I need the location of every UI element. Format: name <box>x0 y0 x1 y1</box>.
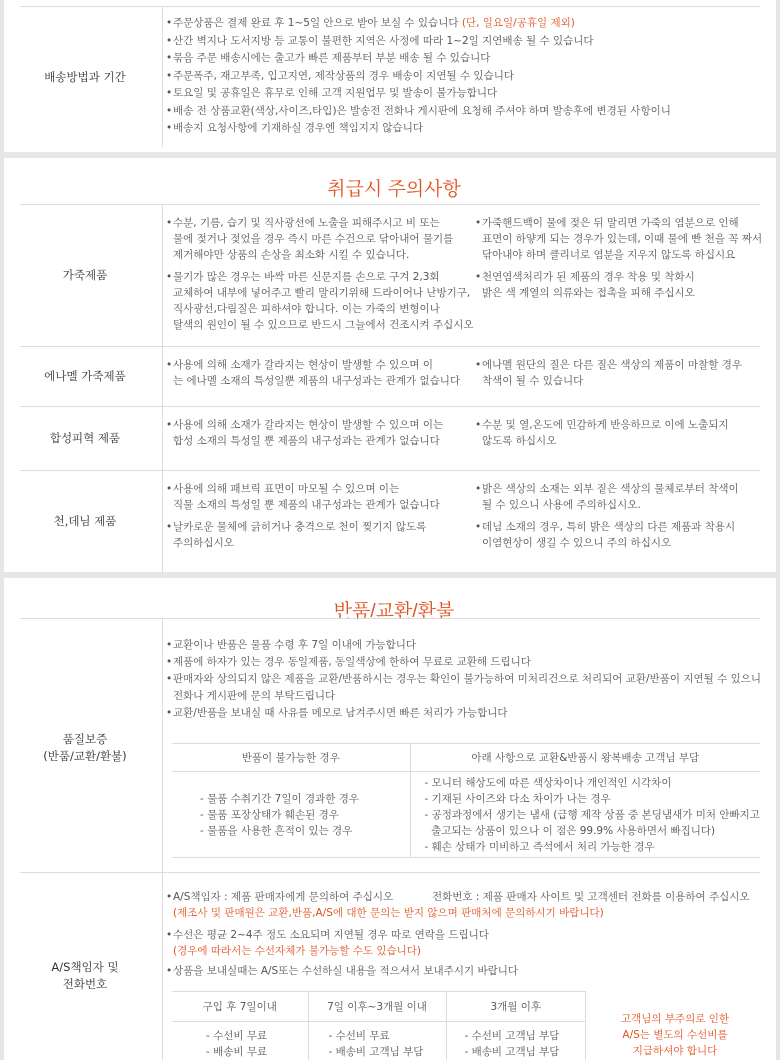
list-item: - 물품 수취기간 7일이 경과한 경우 <box>200 792 360 805</box>
care-section <box>0 158 780 572</box>
table-cell: - 수선비 무료 - 배송비 고객님 부담 <box>308 1022 446 1060</box>
table-cell: - 수선비 고객님 부담 - 배송비 고객님 부담 <box>446 1022 586 1060</box>
list-item: • 배송지 요청사항에 기재하실 경우엔 책임지지 않습니다 <box>166 122 423 134</box>
table-header: 아래 사항으로 교환&반품시 왕복배송 고객님 부담 <box>410 744 760 772</box>
list-item: • 교환/반품을 보내실 때 사유를 메모로 남겨주시면 빠른 처리가 가능합니다 <box>166 707 508 719</box>
care-row-label: 가죽제품 <box>62 268 108 282</box>
list-item: • 날카로운 물체에 긁히거나 충격으로 천이 찢기지 않도록 주의하십시오 <box>166 521 427 549</box>
table-header: 3개월 이후 <box>446 992 586 1022</box>
care-row-label: 에나멜 가죽제품 <box>44 369 126 383</box>
care-row <box>20 204 763 346</box>
list-item: • 판매자와 상의되지 않은 제품을 교환/반품하시는 경우는 확인이 불가능하여 미처리건으로 처리되어 교환/반품이 지연될 수 있으니 <box>166 673 762 685</box>
quality-row <box>20 618 760 872</box>
row-divider <box>162 7 163 147</box>
list-item: • 수분, 기름, 습기 및 직사광선에 노출을 피해주시고 비 또는 물에 젖거나 젖었을 경우 즉시 마른 수건으로 닦아내어 물기를 제거해야만 상품의 손상을 최소화 시킬 수 있습니다. <box>166 217 454 261</box>
row-divider <box>162 619 163 873</box>
list-item: • 교환이나 반품은 물품 수령 후 7일 이내에 가능합니다 <box>166 639 417 651</box>
list-item: • 밝은 색상의 소재는 외부 짙은 색상의 물체로부터 착색이 될 수 있으니 사용에 주의하십시오. <box>475 483 739 511</box>
returns-section <box>0 578 780 1060</box>
as-fee-table <box>172 991 586 1060</box>
care-row-label: 천,데님 제품 <box>53 514 117 528</box>
list-item: • 물기가 많은 경우는 바싹 마른 신문지를 손으로 구겨 2,3회 교체하여 내부에 넣어주고 빨리 말리기위해 드라이어나 난방기구, 직사광선,다림질은 피하셔야 합니다. 이는 가죽의 변형이나 탈색의 원인이 될 수 있으므로 반드시 그늘에서 건조시켜 주십시오 <box>166 271 474 331</box>
as-contact-line: • A/S책임자 : 제품 판매자에게 문의하여 주십시오 <box>166 891 394 903</box>
list-item: • 에나멜 원단의 질은 다른 질은 색상의 제품이 마찰할 경우 착색이 될 수 있습니다 <box>475 359 742 387</box>
as-send-line: • 상품을 보내실때는 A/S또는 수선하실 내용을 적으셔서 보내주시기 바랍니다 <box>166 965 519 977</box>
care-row <box>20 470 760 572</box>
quality-label: 품질보증 (반품/교환/환불) <box>43 732 127 763</box>
care-row <box>20 346 760 406</box>
list-item: - 물품 포장상태가 훼손된 경우 <box>200 808 339 821</box>
table-header: 구입 후 7일이내 <box>172 992 308 1022</box>
table-cell <box>410 772 760 858</box>
list-item: • 천연염색처리가 된 제품의 경우 착용 및 착화시 밝은 색 계열의 의류와는 접촉을 피해 주십시오 <box>475 271 695 299</box>
list-item: • 사용에 의해 소재가 갈라지는 현상이 발생할 수 있으며 이 는 에나멜 소재의 특성일뿐 제품의 내구성과는 관계가 없습니다 <box>166 359 461 387</box>
list-item: - 기재된 사이즈와 다소 차이가 나는 경우 <box>424 792 611 805</box>
as-row <box>20 872 760 1060</box>
list-item: • 주문상품은 결제 완료 후 1~5일 안으로 받아 보실 수 있습니다 (단, 일요일/공휴일 제외) <box>166 17 575 29</box>
list-item: • 사용에 의해 패브릭 표면이 마모될 수 있으며 이는 직물 소재의 특성일 뿐 제품의 내구성과는 관계가 없습니다 <box>166 483 440 511</box>
list-item: • 데님 소재의 경우, 특히 밝은 색상의 다른 제품과 착용시 이염현상이 생길 수 있으니 주의 하십시오 <box>475 521 736 549</box>
table-header: 반품이 불가능한 경우 <box>172 744 410 772</box>
as-fee-note: 고객님의 부주의로 인한 A/S는 별도의 수선비를 지급하셔야 합니다 <box>620 1013 730 1057</box>
row-divider <box>162 205 163 347</box>
as-label: A/S책임자 및 전화번호 <box>51 960 119 991</box>
as-repair-line: • 수선은 평균 2~4주 정도 소요되며 지연될 경우 따로 연락을 드립니다 <box>166 929 489 941</box>
list-item: 출고되는 상품이 있으나 이 점은 99.9% 사용하면서 빠집니다) <box>424 824 716 837</box>
row-divider <box>162 471 163 573</box>
list-item: • 수분 및 열,온도에 민감하게 반응하므로 이에 노출되지 않도록 하십시오 <box>475 419 729 447</box>
list-item: - 공정과정에서 생기는 냄새 (급행 제작 상품 중 본딩냄새가 미처 안빠지고 <box>424 808 760 821</box>
row-divider <box>162 873 163 1060</box>
list-item: • 사용에 의해 소재가 갈라지는 현상이 발생할 수 있으며 이는 합성 소재의 특성일 뿐 제품의 내구성과는 관계가 없습니다 <box>166 419 444 447</box>
list-item: • 가죽핸드백이 물에 젖은 뒤 말리면 가죽의 염분으로 인해 표면이 하얗게 되는 경우가 있는데, 이때 물에 빤 천을 꼭 짜서 닦아내야 하며 클리너로 염분을 지우지 않도록 하십시요 <box>475 217 763 261</box>
list-item: • 배송 전 상품교환(색상,사이즈,타입)은 발송전 전화나 게시판에 요청해 주셔야 하며 발송후에 변경된 사항이니 <box>166 104 671 117</box>
shipping-section <box>0 0 780 152</box>
list-item: - 훼손 상태가 미비하고 즉석에서 처리 가능한 경우 <box>424 840 655 853</box>
as-repair-notice: (경우에 따라서는 수선자체가 불가능할 수도 있습니다) <box>173 945 422 957</box>
care-row <box>20 406 760 470</box>
shipping-row <box>20 6 760 146</box>
returns-title: 반품/교환/환불 <box>333 601 455 622</box>
shipping-label: 배송방법과 기간 <box>44 70 126 84</box>
care-title: 취급시 주의사항 <box>327 179 461 200</box>
row-divider <box>162 407 163 471</box>
as-phone-line: 전화번호 : 제품 판매자 사이트 및 고객센터 전화를 이용하여 주십시오 <box>432 891 750 903</box>
table-cell <box>172 772 410 858</box>
row-divider <box>162 347 163 407</box>
list-item: - 물품을 사용한 흔적이 있는 경우 <box>200 824 353 837</box>
list-item: • 제품에 하자가 있는 경우 동일제품, 동일색상에 한하여 무료로 교환해 드립니다 <box>166 656 531 668</box>
return-conditions-table <box>172 743 760 858</box>
list-item: • 산간 벽지나 도서지방 등 교통이 불편한 지역은 사정에 따라 1~2일 지연배송 될 수 있습니다 <box>166 34 594 47</box>
as-notice: (제조사 및 판매원은 교환,반품,A/S에 대한 문의는 받지 않으며 판매처에 문의하시기 바랍니다) <box>173 907 604 919</box>
list-item: • 주문폭주, 재고부족, 입고지연, 제작상품의 경우 배송이 지연될 수 있습니다 <box>166 69 515 82</box>
list-item: - 모니터 해상도에 따른 색상차이나 개인적인 시각차이 <box>424 776 672 789</box>
list-item: • 토요일 및 공휴일은 휴무로 인해 고객 지원업무 및 발송이 불가능합니다 <box>166 87 498 99</box>
list-item: • 묶음 주문 배송시에는 출고가 빠른 제품부터 부분 배송 될 수 있습니다 <box>166 52 491 64</box>
table-cell: - 수선비 무료 - 배송비 무료 <box>172 1022 308 1060</box>
list-item: 전화나 게시판에 문의 부탁드립니다 <box>173 690 336 702</box>
care-row-label: 합성피혁 제품 <box>49 431 121 445</box>
table-header: 7일 이후~3개월 이내 <box>308 992 446 1022</box>
